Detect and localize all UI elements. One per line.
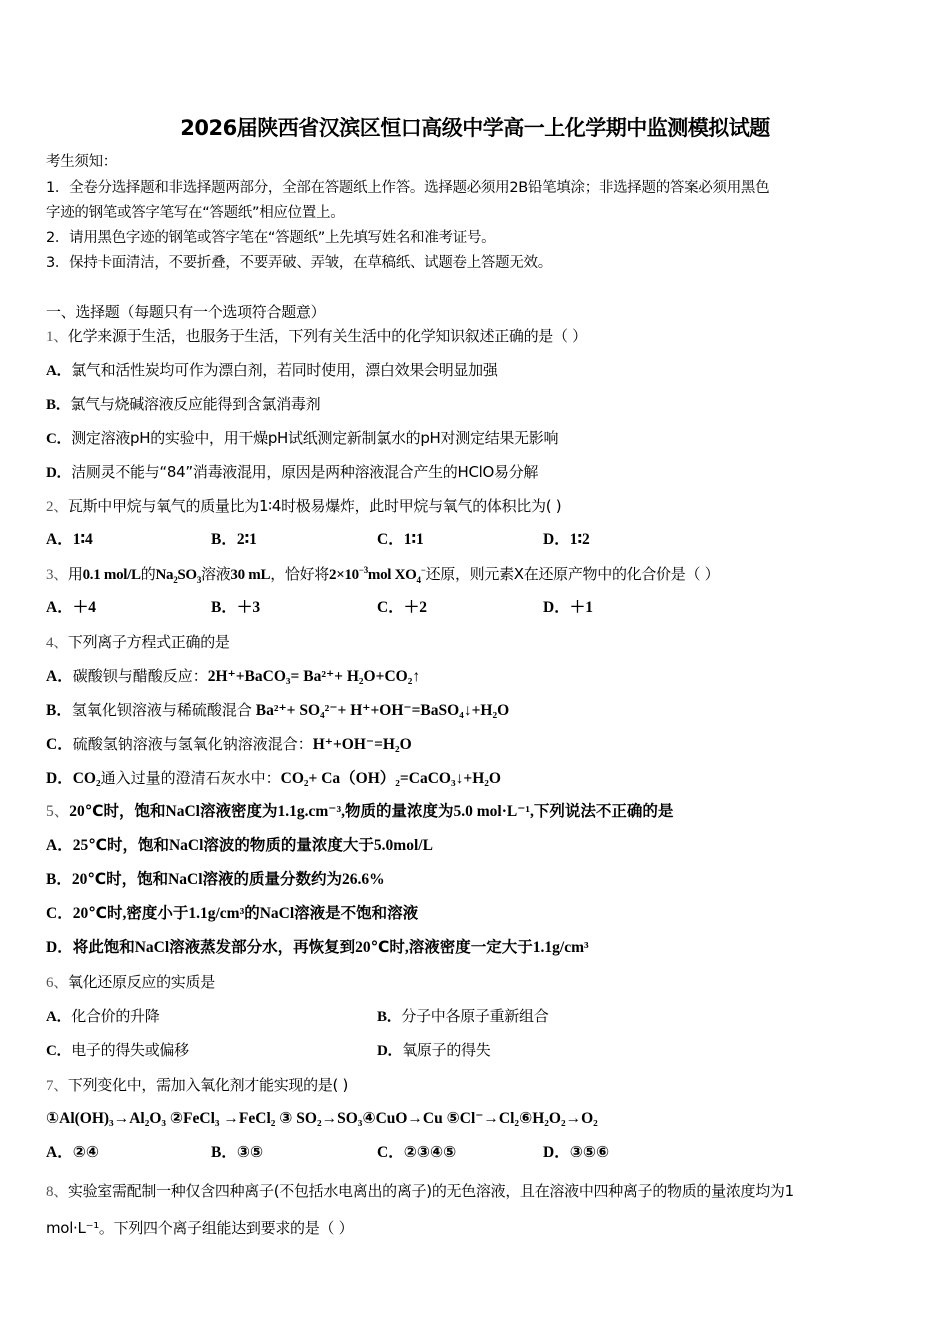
notice-item: 1．全卷分选择题和非选择题两部分，全部在答题纸上作答。选择题必须用2B铅笔填涂；非选择题的答案必须用黑色 [46, 180, 770, 196]
question-3-option-b: B．＋3 [211, 599, 261, 616]
question-number: 1、 [46, 329, 68, 345]
question-1-option-b: B．氯气与烧碱溶液反应能得到含氯消毒剂 [46, 395, 321, 413]
question-7-option-a: A．②④ [46, 1144, 99, 1161]
question-4-option-b: B．氢氧化钡溶液与稀硫酸混合 Ba²⁺+ SO₄²⁻+ H⁺+OH⁻=BaSO₄↓+H₂O [46, 701, 510, 719]
question-4-option-d: D．CO₂通入过量的澄清石灰水中：CO₂+ Ca（OH）₂=CaCO₃↓+H₂O [46, 769, 501, 787]
notice-item: 字迹的钢笔或答字笔写在“答题纸”相应位置上。 [46, 205, 345, 221]
question-4-stem: 4、下列离子方程式正确的是 [46, 633, 230, 651]
question-2-option-b: B．2∶1 [211, 531, 257, 548]
section-heading: 一、选择题（每题只有一个选项符合题意） [46, 303, 326, 321]
question-5-option-b: B．20℃时，饱和NaCl溶液的质量分数约为26.6% [46, 871, 385, 888]
question-2-option-d: D．1∶2 [543, 531, 590, 548]
question-1-stem: 1、化学来源于生活，也服务于生活，下列有关生活中的化学知识叙述正确的是（ ） [46, 327, 587, 345]
notice-heading: 考生须知： [46, 154, 117, 170]
notice-item: 2．请用黑色字迹的钢笔或答字笔在“答题纸”上先填写姓名和准考证号。 [46, 230, 496, 246]
question-7-option-b: B．③⑤ [211, 1144, 264, 1161]
question-6-option-c: C．电子的得失或偏移 [46, 1041, 189, 1059]
question-1-option-a: A．氯气和活性炭均可作为漂白剂，若同时使用，漂白效果会明显加强 [46, 361, 498, 379]
question-5-option-c: C．20℃时,密度小于1.1g/cm³的NaCl溶液是不饱和溶液 [46, 905, 419, 922]
question-2-stem: 2、瓦斯中甲烷与氧气的质量比为1∶4时极易爆炸，此时甲烷与氧气的体积比为( ) [46, 497, 562, 515]
question-5-stem: 5、20℃时，饱和NaCl溶液密度为1.1g.cm⁻³,物质的量浓度为5.0 mol·L⁻¹,下列说法不正确的是 [46, 803, 674, 820]
question-8-stem-line2: mol·L⁻¹。下列四个离子组能达到要求的是（ ） [46, 1219, 354, 1237]
question-2-option-c: C．1∶1 [377, 531, 424, 548]
question-7-option-c: C．②③④⑤ [377, 1144, 457, 1161]
question-3-option-a: A．＋4 [46, 599, 96, 616]
question-8-stem-line1: 8、实验室需配制一种仅含四种离子(不包括水电离出的离子)的无色溶液，且在溶液中四种离子的物质的量浓度均为1 [46, 1182, 794, 1200]
question-3-option-c: C．＋2 [377, 599, 427, 616]
question-6-option-d: D．氧原子的得失 [377, 1041, 491, 1059]
question-4-option-c: C．硫酸氢钠溶液与氢氧化钠溶液混合：H⁺+OH⁻=H₂O [46, 735, 412, 753]
question-2-option-a: A．1∶4 [46, 531, 93, 548]
page-title: 2026届陕西省汉滨区恒口高级中学高一上化学期中监测模拟试题 [180, 116, 770, 140]
question-7-changes: ①Al(OH)₃→Al₂O₃ ②FeCl₃ →FeCl₂ ③ SO₂→SO₃④CuO→Cu ⑤Cl⁻→Cl₂⑥H₂O₂→O₂ [46, 1110, 598, 1127]
question-7-stem: 7、下列变化中，需加入氧化剂才能实现的是( ) [46, 1076, 349, 1094]
question-1-option-d: D．洁厕灵不能与“84”消毒液混用，原因是两种溶液混合产生的HClO易分解 [46, 463, 539, 481]
question-7-option-d: D．③⑤⑥ [543, 1144, 610, 1161]
question-3-option-d: D．＋1 [543, 599, 593, 616]
question-6-option-b: B．分子中各原子重新组合 [377, 1007, 549, 1025]
notice-item: 3．保持卡面清洁，不要折叠，不要弄破、弄皱，在草稿纸、试题卷上答题无效。 [46, 255, 552, 271]
question-1-option-c: C．测定溶液pH的实验中，用干燥pH试纸测定新制氯水的pH对测定结果无影响 [46, 429, 559, 447]
question-6-stem: 6、氧化还原反应的实质是 [46, 973, 215, 991]
question-5-option-d: D．将此饱和NaCl溶液蒸发部分水，再恢复到20℃时,溶液密度一定大于1.1g/cm³ [46, 939, 589, 956]
question-6-option-a: A．化合价的升降 [46, 1007, 160, 1025]
question-4-option-a: A．碳酸钡与醋酸反应：2H⁺+BaCO₃= Ba²⁺+ H₂O+CO₂↑ [46, 667, 421, 685]
question-3-stem: 3、用0.1 mol/L的$Na_2SO_3$溶液30 mL，恰好将$2\times 10^{-3}mol$ $XO_4^-$还原，则元素X在还原产物中的化合价是（ ） [46, 565, 720, 585]
question-5-option-a: A．25℃时，饱和NaCl溶波的物质的量浓度大于5.0mol/L [46, 837, 433, 854]
